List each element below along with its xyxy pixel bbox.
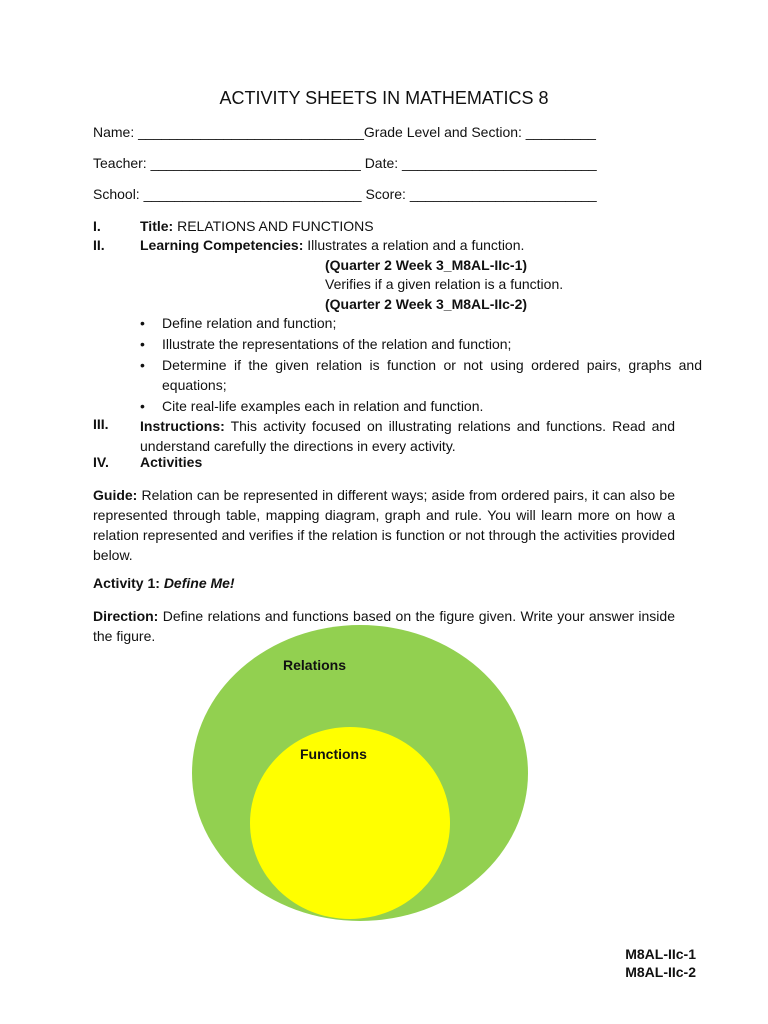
section-4-label: Activities xyxy=(140,454,203,470)
section-4-numeral: IV. xyxy=(93,454,109,470)
section-2-label: Learning Competencies: xyxy=(140,237,304,253)
competency-text-2: Verifies if a given relation is a function. xyxy=(325,276,564,292)
section-2-text: Illustrates a relation and a function. xyxy=(303,237,525,253)
name-field-line: Name: _____________________________Grade Level and Section: _________ xyxy=(93,124,596,140)
competency-code-2: (Quarter 2 Week 3_M8AL-IIc-2) xyxy=(325,296,528,312)
list-item: • Determine if the given relation is function or not using ordered pairs, graphs and equations; xyxy=(162,355,702,395)
section-1-numeral: I. xyxy=(93,218,101,234)
direction-label: Direction: xyxy=(93,608,159,624)
section-2-numeral: II. xyxy=(93,237,105,253)
relations-label: Relations xyxy=(283,657,347,673)
guide-label: Guide: xyxy=(93,487,138,503)
footer-code-1: M8AL-IIc-1 xyxy=(625,946,696,962)
footer-code-2: M8AL-IIc-2 xyxy=(625,964,696,980)
direction-text: Define relations and functions based on the figure given. Write your answer inside the figure. xyxy=(93,608,675,644)
section-1-text: RELATIONS AND FUNCTIONS xyxy=(173,218,374,234)
teacher-field-line: Teacher: ___________________________ Date: _________________________ xyxy=(93,155,597,171)
section-1-label: Title: xyxy=(140,218,174,234)
list-item: • Cite real-life examples each in relation and function. xyxy=(162,396,702,416)
section-3-text: This activity focused on illustrating relations and functions. Read and understand carefully the directions in every activity. xyxy=(140,418,675,454)
guide-text: Relation can be represented in different ways; aside from ordered pairs, it can also be represented through table, mapping diagram, graph and rule. You will learn more on how a relation represented and verifies if the relation is function or not through the activities provided below. xyxy=(93,487,675,563)
list-item: • Define relation and function; xyxy=(162,313,702,333)
activity-1-label: Activity 1: xyxy=(93,575,160,591)
list-item: • Illustrate the representations of the relation and function; xyxy=(162,334,702,354)
section-3-label: Instructions: xyxy=(140,418,225,434)
school-field-line: School: ____________________________ Score: ________________________ xyxy=(93,186,597,202)
functions-label: Functions xyxy=(300,746,367,762)
competency-code-1: (Quarter 2 Week 3_M8AL-IIc-1) xyxy=(325,257,528,273)
activity-1-name: Define Me! xyxy=(163,575,235,591)
section-3-numeral: III. xyxy=(93,416,109,432)
page-title: ACTIVITY SHEETS IN MATHEMATICS 8 xyxy=(219,88,549,108)
